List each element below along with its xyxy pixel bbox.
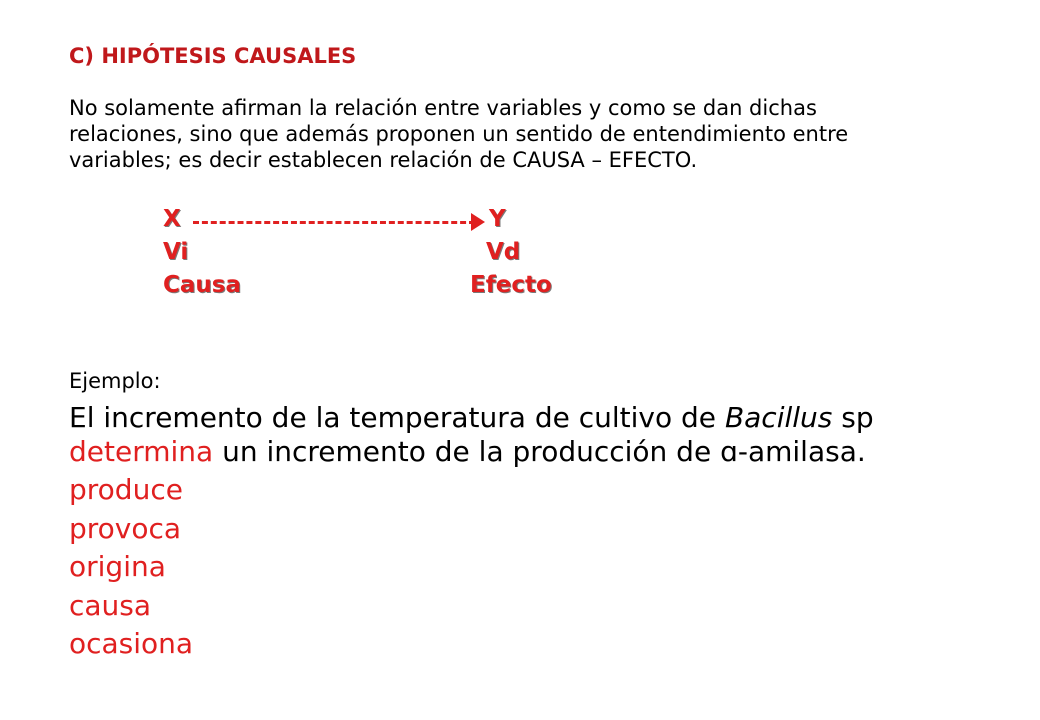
cause-effect-diagram — [163, 206, 583, 306]
intro-paragraph — [69, 95, 969, 173]
intro-line-2: relaciones, sino que además proponen un sentido de entendimiento entre — [69, 122, 849, 146]
example-text-part-3: un incremento de la producción de ɑ-amilasa. — [213, 435, 866, 468]
intro-line-1: No solamente afirman la relación entre variables y como se dan dichas — [69, 96, 817, 120]
effect-label: Efecto — [470, 272, 552, 298]
slide-title: C) HIPÓTESIS CAUSALES — [69, 44, 357, 68]
diagram-variables-row — [163, 206, 583, 240]
dashed-arrow-line — [193, 221, 475, 224]
alternative-verbs-list — [69, 471, 193, 664]
diagram-roles-row — [163, 272, 583, 306]
diagram-abbreviations-row — [163, 239, 583, 273]
alternative-verb: produce — [69, 473, 183, 506]
dependent-variable-abbr: Vd — [486, 239, 521, 265]
independent-variable-symbol: X — [163, 206, 181, 232]
arrow-right-icon — [471, 213, 485, 231]
example-genus-italic: Bacillus — [724, 401, 833, 434]
alternative-verb: ocasiona — [69, 627, 194, 660]
dependent-variable-symbol: Y — [489, 206, 506, 232]
example-causal-verb: determina — [69, 435, 214, 468]
example-label: Ejemplo: — [69, 369, 161, 393]
alternative-verb: provoca — [69, 511, 182, 545]
example-text-part-1: El incremento de la temperatura de cultivo de — [69, 401, 725, 434]
example-text-part-2: sp — [832, 401, 874, 434]
intro-line-3: variables; es decir establecen relación de CAUSA – EFECTO. — [69, 148, 698, 172]
cause-label: Causa — [163, 272, 241, 298]
example-sentence — [69, 401, 874, 469]
alternative-verb: causa — [69, 588, 152, 622]
alternative-verb: origina — [69, 550, 166, 583]
independent-variable-abbr: Vi — [163, 239, 189, 265]
